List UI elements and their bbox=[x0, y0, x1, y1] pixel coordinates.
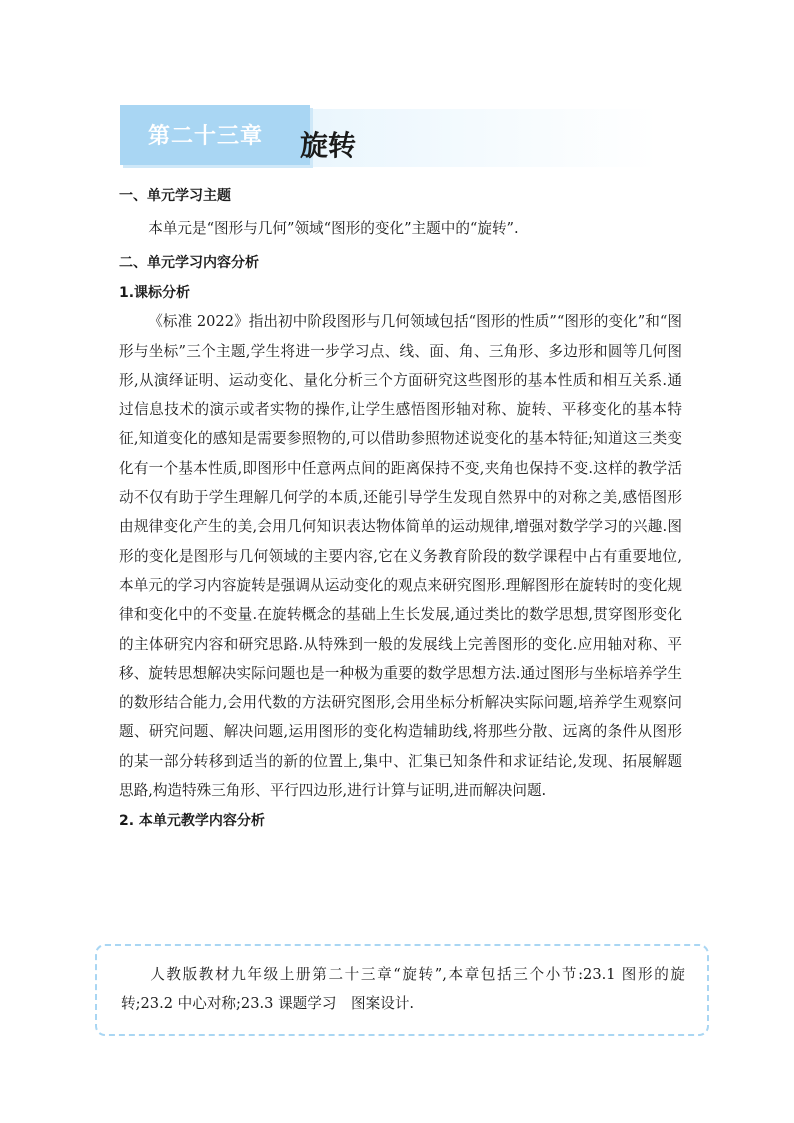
chapter-header bbox=[120, 105, 676, 167]
unit-content-text: 人教版教材九年级上册第二十三章“旋转”,本章包括三个小节:23.1 图形的旋转;23.2 中心对称;23.3 课题学习 图案设计. bbox=[121, 966, 685, 1013]
section-heading-theme: 一、单元学习主题 bbox=[119, 188, 231, 204]
document-body bbox=[119, 182, 682, 835]
chapter-tab bbox=[120, 105, 310, 165]
chapter-label: 第二十三章 bbox=[148, 124, 264, 149]
title-bar-background bbox=[308, 109, 676, 167]
section-text-theme: 本单元是“图形与几何”领域“图形的变化”主题中的“旋转”. bbox=[148, 220, 519, 237]
unit-content-box bbox=[95, 944, 709, 1036]
chapter-title: 旋转 bbox=[300, 129, 357, 162]
subsection-text-standard: 《标准 2022》指出初中阶段图形与几何领域包括“图形的性质”“图形的变化”和“图形与坐标”三个主题,学生将进一步学习点、线、面、角、三角形、多边形和圆等几何图形,从演绎证明、运动变化、量化分析三个方面研究这些图形的基本性质和相互关系.通过信息技术的演示或者实物的操作,让学生感悟图形轴对称、旋转、平移变化的基本特征,知道变化的感知是需要参照物的,可以借助参照物述说变化的基本特征;知道这三类变化有一个基本性质,即图形中任意两点间的距离保持不变,夹角也保持不变.这样的教学活动不仅有助于学生理解几何学的本质,还能引导学生发现自然界中的对称之美,感悟图形由规律变化产生的美,会用几何知识表达物体简单的运动规律,增强对数学学习的兴趣.图形的变化是图形与几何领域的主要内容,它在义务教育阶段的数学课程中占有重要地位,本单元的学习内容旋转是强调从运动变化的观点来研究图形.理解图形在旋转时的变化规律和变化中的不变量.在旋转概念的基础上生长发展,通过类比的数学思想,贯穿图形变化的主体研究内容和研究思路.从特殊到一般的发展线上完善图形的变化.应用轴对称、平移、旋转思想解决实际问题也是一种极为重要的数学思想方法.通过图形与坐标培养学生的数形结合能力,会用代数的方法研究图形,会用坐标分析解决实际问题,培养学生观察问题、研究问题、解决问题,运用图形的变化构造辅助线,将那些分散、远离的条件从图形的某一部分转移到适当的新的位置上,集中、汇集已知条件和求证结论,发现、拓展解题思路,构造特殊三角形、平行四边形,进行计算与证明,进而解决问题. bbox=[119, 313, 682, 800]
subsection-heading-standard: 1.课标分析 bbox=[119, 285, 191, 302]
section-heading-analysis: 二、单元学习内容分析 bbox=[119, 255, 259, 272]
subsection-heading-unit-content: 2. 本单元教学内容分析 bbox=[119, 813, 265, 830]
